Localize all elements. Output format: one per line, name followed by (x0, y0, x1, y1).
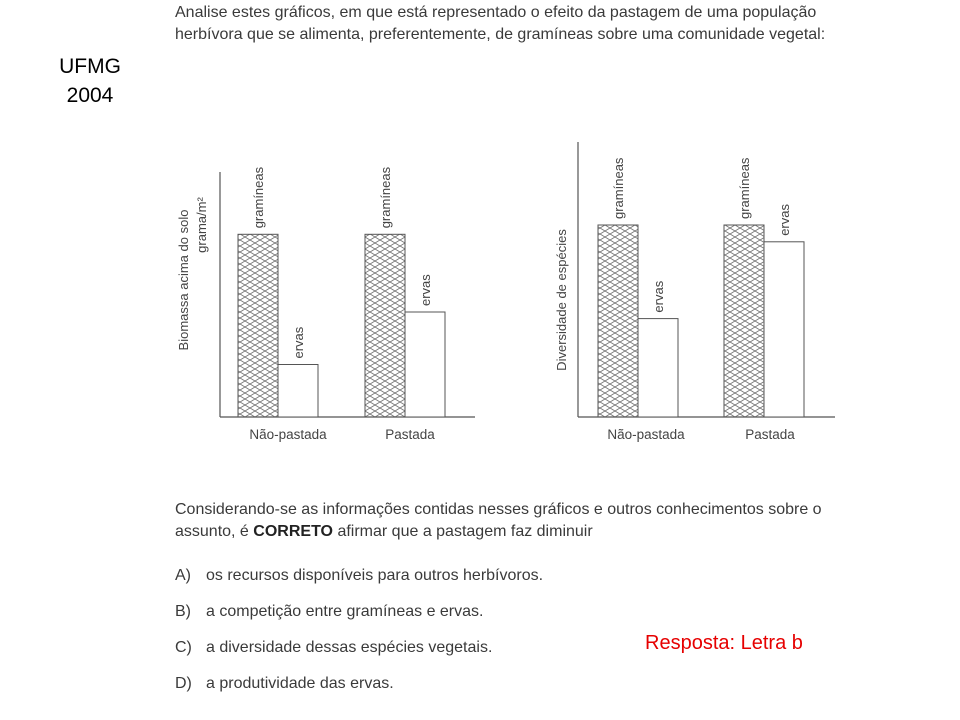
option-letter: D) (175, 675, 192, 692)
bar-label: gramíneas (251, 166, 266, 229)
bar (638, 319, 678, 417)
option-b (175, 601, 675, 637)
intro-text: Analise estes gráficos, em que está representado o efeito da pastagem de uma população herbívora que se alimenta, preferentemente, de gramíneas sobre uma comunidade vegetal: (175, 4, 826, 43)
bar (238, 234, 278, 417)
category-label: Pastada (385, 427, 435, 442)
source-year: 2004 (66, 84, 114, 107)
option-d (175, 673, 675, 709)
diversity-chart (554, 142, 835, 442)
question-text (175, 499, 865, 543)
biomass-chart (176, 166, 475, 442)
question-part2: afirmar que a pastagem faz diminuir (333, 523, 593, 540)
category-label: Pastada (745, 427, 795, 442)
category-label: Não-pastada (607, 427, 685, 442)
bar (724, 225, 764, 417)
y-axis-label-line2: grama/m² (194, 197, 209, 253)
option-c (175, 637, 675, 673)
option-text: a diversidade dessas espécies vegetais. (206, 639, 493, 656)
option-text: a produtividade das ervas. (206, 675, 394, 692)
question-part1: Considerando-se as informações contidas nesses gráficos e outros conhecimentos sobre o assunto, é (175, 501, 822, 540)
option-letter: B) (175, 603, 191, 620)
bar-label: gramíneas (611, 157, 626, 219)
bar-label: ervas (418, 274, 433, 306)
option-text: a competição entre gramíneas e ervas. (206, 603, 484, 620)
option-a (175, 565, 675, 601)
option-letter: A) (175, 567, 191, 584)
bar (764, 242, 804, 417)
category-label: Não-pastada (249, 427, 327, 442)
option-text: os recursos disponíveis para outros herbívoros. (206, 567, 544, 584)
bar (365, 234, 405, 417)
source-institution: UFMG (59, 55, 121, 78)
bar-label: gramíneas (737, 157, 752, 219)
bar (598, 225, 638, 417)
y-axis-label-line1: Biomassa acima do solo (176, 209, 191, 351)
bar (278, 365, 318, 418)
option-letter: C) (175, 639, 192, 656)
answer-label: Resposta: Letra b (645, 632, 803, 654)
answer-options (175, 565, 675, 709)
bar-label: ervas (651, 280, 666, 313)
bar-label: gramíneas (378, 166, 393, 229)
bar-label: ervas (777, 204, 792, 236)
bar-label: ervas (291, 326, 306, 359)
y-axis-label: Diversidade de espécies (554, 229, 569, 371)
question-emphasis: CORRETO (253, 523, 333, 540)
bar (405, 312, 445, 417)
